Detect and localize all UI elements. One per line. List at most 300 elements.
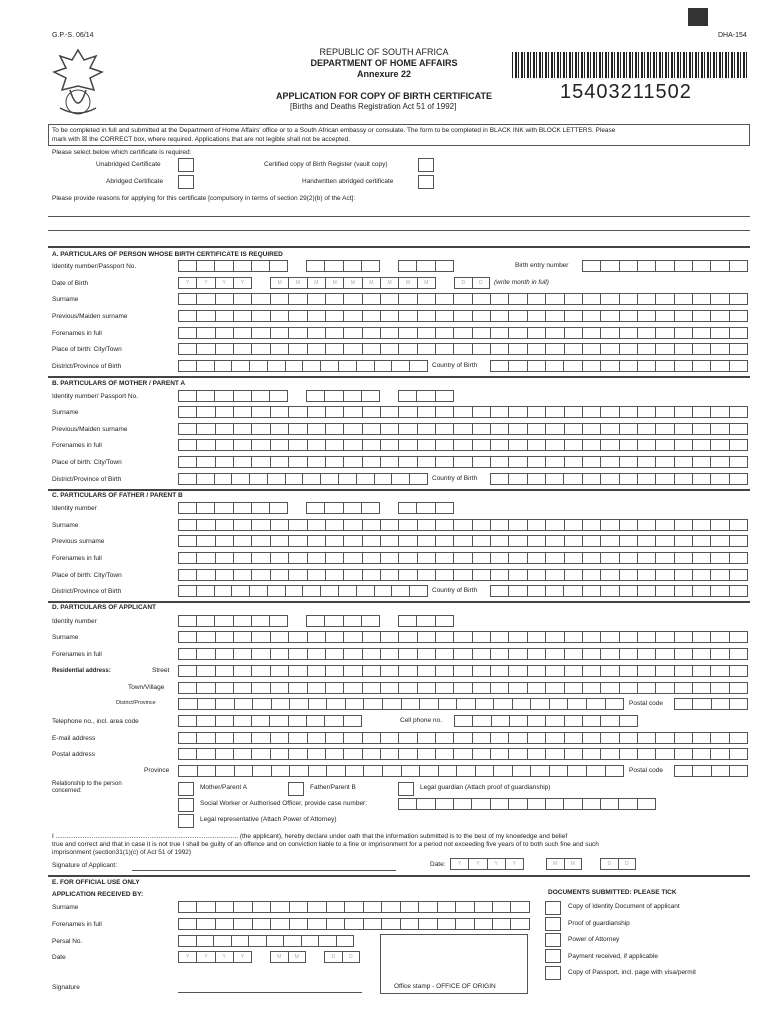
char-cell[interactable] <box>216 552 234 564</box>
char-cell[interactable] <box>656 439 674 451</box>
char-cell[interactable] <box>234 439 252 451</box>
char-cell[interactable] <box>234 648 252 660</box>
char-cell[interactable] <box>675 682 693 694</box>
char-cell[interactable]: Y <box>197 277 215 289</box>
char-cell[interactable] <box>638 665 656 677</box>
char-cell[interactable] <box>234 631 252 643</box>
char-cell[interactable] <box>179 439 197 451</box>
char-cell[interactable]: D <box>343 951 361 963</box>
char-cell[interactable] <box>693 360 711 372</box>
char-cell[interactable] <box>601 748 619 760</box>
char-cell[interactable] <box>638 732 656 744</box>
char-cell[interactable] <box>509 535 527 547</box>
char-cell[interactable] <box>546 456 564 468</box>
char-cell[interactable] <box>418 423 436 435</box>
char-cell[interactable] <box>491 439 509 451</box>
char-cell[interactable] <box>454 631 472 643</box>
char-cell[interactable] <box>326 552 344 564</box>
char-cell[interactable] <box>179 519 197 531</box>
char-cell[interactable] <box>491 631 509 643</box>
char-cell[interactable] <box>730 765 748 777</box>
char-cell[interactable] <box>381 327 399 339</box>
char-cell[interactable] <box>399 343 417 355</box>
char-cell[interactable] <box>583 327 601 339</box>
char-cell[interactable] <box>289 423 307 435</box>
char-cell[interactable] <box>528 798 546 810</box>
a-id-group-2[interactable] <box>306 260 380 272</box>
char-cell[interactable] <box>656 260 674 272</box>
b-country-input[interactable] <box>490 473 748 485</box>
b-surname-input[interactable] <box>178 406 748 418</box>
char-cell[interactable] <box>327 918 345 930</box>
a-maiden-input[interactable] <box>178 310 748 322</box>
char-cell[interactable] <box>675 732 693 744</box>
char-cell[interactable] <box>711 519 729 531</box>
char-cell[interactable] <box>216 698 235 710</box>
char-cell[interactable] <box>337 935 355 947</box>
guardian-checkbox[interactable] <box>398 782 414 796</box>
c-forenames-input[interactable] <box>178 552 748 564</box>
char-cell[interactable] <box>197 682 215 694</box>
char-cell[interactable] <box>215 615 233 627</box>
char-cell[interactable] <box>363 748 381 760</box>
char-cell[interactable] <box>252 569 270 581</box>
char-cell[interactable] <box>399 502 417 514</box>
char-cell[interactable] <box>216 406 234 418</box>
doc-id-checkbox[interactable] <box>545 901 561 915</box>
char-cell[interactable] <box>583 406 601 418</box>
char-cell[interactable] <box>271 406 289 418</box>
char-cell[interactable] <box>675 665 693 677</box>
char-cell[interactable] <box>583 682 601 694</box>
char-cell[interactable] <box>693 765 711 777</box>
char-cell[interactable] <box>410 360 428 372</box>
char-cell[interactable] <box>620 260 638 272</box>
char-cell[interactable]: M <box>565 858 583 870</box>
char-cell[interactable] <box>418 535 436 547</box>
char-cell[interactable] <box>410 473 428 485</box>
char-cell[interactable] <box>730 682 748 694</box>
char-cell[interactable] <box>197 360 215 372</box>
char-cell[interactable] <box>711 456 729 468</box>
char-cell[interactable] <box>418 406 436 418</box>
char-cell[interactable] <box>546 473 564 485</box>
char-cell[interactable] <box>179 473 197 485</box>
char-cell[interactable] <box>399 310 417 322</box>
char-cell[interactable] <box>528 732 546 744</box>
char-cell[interactable] <box>491 585 509 597</box>
char-cell[interactable] <box>565 310 583 322</box>
char-cell[interactable] <box>375 585 393 597</box>
a-dob-day[interactable] <box>454 277 490 289</box>
char-cell[interactable] <box>711 648 729 660</box>
char-cell[interactable] <box>308 406 326 418</box>
char-cell[interactable] <box>693 552 711 564</box>
char-cell[interactable] <box>197 918 215 930</box>
char-cell[interactable] <box>216 439 234 451</box>
char-cell[interactable] <box>179 918 197 930</box>
char-cell[interactable] <box>234 327 252 339</box>
char-cell[interactable] <box>491 406 509 418</box>
legal-rep-checkbox[interactable] <box>178 814 194 828</box>
char-cell[interactable] <box>528 535 546 547</box>
char-cell[interactable] <box>509 519 527 531</box>
char-cell[interactable] <box>381 631 399 643</box>
char-cell[interactable] <box>392 360 410 372</box>
char-cell[interactable] <box>234 552 252 564</box>
char-cell[interactable] <box>601 327 619 339</box>
char-cell[interactable] <box>197 665 215 677</box>
char-cell[interactable] <box>601 631 619 643</box>
char-cell[interactable] <box>308 631 326 643</box>
char-cell[interactable] <box>308 519 326 531</box>
char-cell[interactable]: M <box>344 277 362 289</box>
char-cell[interactable] <box>286 360 304 372</box>
char-cell[interactable] <box>363 682 381 694</box>
char-cell[interactable] <box>232 473 250 485</box>
char-cell[interactable] <box>252 439 270 451</box>
province-input[interactable] <box>178 765 624 777</box>
char-cell[interactable] <box>344 552 362 564</box>
d-date-day[interactable] <box>600 858 636 870</box>
char-cell[interactable] <box>436 682 454 694</box>
char-cell[interactable] <box>289 665 307 677</box>
char-cell[interactable] <box>476 765 495 777</box>
char-cell[interactable] <box>375 473 393 485</box>
char-cell[interactable] <box>638 260 656 272</box>
char-cell[interactable] <box>252 732 270 744</box>
char-cell[interactable] <box>420 698 439 710</box>
char-cell[interactable] <box>270 390 288 402</box>
char-cell[interactable] <box>308 732 326 744</box>
char-cell[interactable] <box>675 748 693 760</box>
char-cell[interactable] <box>509 552 527 564</box>
char-cell[interactable] <box>491 798 509 810</box>
char-cell[interactable] <box>587 765 606 777</box>
char-cell[interactable] <box>307 260 325 272</box>
father-checkbox[interactable] <box>288 782 304 796</box>
char-cell[interactable] <box>339 585 357 597</box>
unabridged-checkbox[interactable] <box>178 158 194 172</box>
char-cell[interactable] <box>546 585 564 597</box>
char-cell[interactable] <box>326 327 344 339</box>
char-cell[interactable] <box>234 748 252 760</box>
char-cell[interactable] <box>509 798 527 810</box>
char-cell[interactable] <box>179 406 197 418</box>
char-cell[interactable] <box>675 765 693 777</box>
char-cell[interactable] <box>620 748 638 760</box>
char-cell[interactable] <box>473 552 491 564</box>
char-cell[interactable] <box>511 901 529 913</box>
char-cell[interactable] <box>510 715 528 727</box>
char-cell[interactable] <box>362 615 380 627</box>
char-cell[interactable] <box>587 698 606 710</box>
char-cell[interactable] <box>308 343 326 355</box>
char-cell[interactable] <box>399 406 417 418</box>
char-cell[interactable] <box>638 473 656 485</box>
char-cell[interactable] <box>216 918 234 930</box>
char-cell[interactable] <box>693 569 711 581</box>
char-cell[interactable] <box>565 406 583 418</box>
char-cell[interactable] <box>601 343 619 355</box>
char-cell[interactable] <box>417 390 435 402</box>
char-cell[interactable] <box>620 473 638 485</box>
char-cell[interactable] <box>564 360 582 372</box>
char-cell[interactable] <box>436 310 454 322</box>
char-cell[interactable] <box>321 473 339 485</box>
char-cell[interactable] <box>289 343 307 355</box>
char-cell[interactable] <box>418 327 436 339</box>
char-cell[interactable] <box>730 535 748 547</box>
char-cell[interactable] <box>308 439 326 451</box>
char-cell[interactable] <box>528 406 546 418</box>
char-cell[interactable] <box>454 682 472 694</box>
char-cell[interactable] <box>271 327 289 339</box>
char-cell[interactable] <box>656 310 674 322</box>
char-cell[interactable] <box>509 310 527 322</box>
social-worker-checkbox[interactable] <box>178 798 194 812</box>
char-cell[interactable] <box>216 456 234 468</box>
char-cell[interactable] <box>363 406 381 418</box>
char-cell[interactable] <box>234 310 252 322</box>
char-cell[interactable] <box>565 293 583 305</box>
char-cell[interactable] <box>675 439 693 451</box>
char-cell[interactable] <box>179 615 197 627</box>
char-cell[interactable]: M <box>289 277 307 289</box>
char-cell[interactable] <box>326 406 344 418</box>
char-cell[interactable] <box>454 648 472 660</box>
char-cell[interactable] <box>325 260 343 272</box>
char-cell[interactable] <box>546 310 564 322</box>
char-cell[interactable] <box>234 682 252 694</box>
char-cell[interactable] <box>693 406 711 418</box>
tel-input[interactable] <box>178 715 362 727</box>
char-cell[interactable] <box>253 918 271 930</box>
char-cell[interactable]: M <box>326 277 344 289</box>
char-cell[interactable] <box>363 310 381 322</box>
char-cell[interactable] <box>381 343 399 355</box>
char-cell[interactable] <box>601 260 619 272</box>
char-cell[interactable] <box>528 665 546 677</box>
char-cell[interactable] <box>730 569 748 581</box>
char-cell[interactable]: M <box>308 277 326 289</box>
char-cell[interactable] <box>546 648 564 660</box>
char-cell[interactable] <box>454 310 472 322</box>
char-cell[interactable] <box>399 665 417 677</box>
char-cell[interactable] <box>402 765 421 777</box>
char-cell[interactable] <box>363 456 381 468</box>
char-cell[interactable] <box>418 310 436 322</box>
char-cell[interactable] <box>456 901 474 913</box>
char-cell[interactable] <box>252 648 270 660</box>
char-cell[interactable] <box>234 390 252 402</box>
char-cell[interactable] <box>656 569 674 581</box>
char-cell[interactable] <box>528 748 546 760</box>
char-cell[interactable] <box>290 918 308 930</box>
char-cell[interactable] <box>675 585 693 597</box>
a-id-group-1[interactable] <box>178 260 288 272</box>
char-cell[interactable] <box>712 698 730 710</box>
d-date-month[interactable] <box>546 858 582 870</box>
char-cell[interactable] <box>381 535 399 547</box>
char-cell[interactable] <box>491 665 509 677</box>
char-cell[interactable] <box>568 765 587 777</box>
char-cell[interactable] <box>473 519 491 531</box>
char-cell[interactable] <box>491 519 509 531</box>
char-cell[interactable] <box>436 260 454 272</box>
char-cell[interactable] <box>693 732 711 744</box>
char-cell[interactable] <box>419 918 437 930</box>
char-cell[interactable] <box>620 715 638 727</box>
char-cell[interactable] <box>528 585 546 597</box>
char-cell[interactable] <box>179 648 197 660</box>
char-cell[interactable] <box>528 569 546 581</box>
char-cell[interactable] <box>308 456 326 468</box>
char-cell[interactable] <box>509 343 527 355</box>
char-cell[interactable] <box>583 715 601 727</box>
char-cell[interactable] <box>253 901 271 913</box>
char-cell[interactable] <box>345 901 363 913</box>
char-cell[interactable] <box>197 502 215 514</box>
char-cell[interactable] <box>730 473 748 485</box>
char-cell[interactable] <box>493 901 511 913</box>
char-cell[interactable] <box>303 360 321 372</box>
char-cell[interactable] <box>656 535 674 547</box>
char-cell[interactable] <box>656 631 674 643</box>
char-cell[interactable] <box>399 327 417 339</box>
char-cell[interactable] <box>473 682 491 694</box>
char-cell[interactable] <box>364 765 383 777</box>
char-cell[interactable] <box>197 327 215 339</box>
char-cell[interactable] <box>583 748 601 760</box>
char-cell[interactable] <box>417 502 435 514</box>
char-cell[interactable] <box>620 360 638 372</box>
char-cell[interactable] <box>436 519 454 531</box>
char-cell[interactable] <box>179 935 197 947</box>
char-cell[interactable] <box>252 343 270 355</box>
char-cell[interactable]: M <box>289 951 307 963</box>
char-cell[interactable] <box>234 665 252 677</box>
char-cell[interactable] <box>214 935 232 947</box>
char-cell[interactable] <box>693 456 711 468</box>
c-prev-surname-input[interactable] <box>178 535 748 547</box>
char-cell[interactable] <box>693 260 711 272</box>
reasons-line-1[interactable] <box>48 216 750 217</box>
char-cell[interactable] <box>253 698 272 710</box>
char-cell[interactable] <box>197 631 215 643</box>
char-cell[interactable] <box>344 439 362 451</box>
char-cell[interactable] <box>252 390 270 402</box>
char-cell[interactable] <box>179 343 197 355</box>
char-cell[interactable] <box>271 901 289 913</box>
char-cell[interactable] <box>271 535 289 547</box>
char-cell[interactable] <box>509 439 527 451</box>
char-cell[interactable] <box>656 552 674 564</box>
district-input[interactable] <box>178 698 624 710</box>
char-cell[interactable] <box>289 406 307 418</box>
c-country-input[interactable] <box>490 585 748 597</box>
char-cell[interactable] <box>399 390 417 402</box>
c-district-input[interactable] <box>178 585 428 597</box>
e-date-month[interactable] <box>270 951 306 963</box>
char-cell[interactable] <box>252 406 270 418</box>
char-cell[interactable] <box>326 519 344 531</box>
char-cell[interactable] <box>344 310 362 322</box>
char-cell[interactable] <box>711 552 729 564</box>
char-cell[interactable] <box>399 732 417 744</box>
a-id-group-3[interactable] <box>398 260 454 272</box>
char-cell[interactable] <box>473 293 491 305</box>
char-cell[interactable] <box>473 732 491 744</box>
char-cell[interactable] <box>289 748 307 760</box>
char-cell[interactable] <box>601 665 619 677</box>
char-cell[interactable] <box>289 648 307 660</box>
char-cell[interactable] <box>339 473 357 485</box>
char-cell[interactable] <box>198 698 217 710</box>
char-cell[interactable] <box>216 293 234 305</box>
char-cell[interactable] <box>693 631 711 643</box>
char-cell[interactable] <box>381 423 399 435</box>
postal-input-1[interactable] <box>178 748 748 760</box>
char-cell[interactable] <box>252 665 270 677</box>
char-cell[interactable] <box>583 439 601 451</box>
char-cell[interactable] <box>730 456 748 468</box>
char-cell[interactable] <box>418 343 436 355</box>
e-date-year[interactable] <box>178 951 252 963</box>
char-cell[interactable] <box>509 327 527 339</box>
char-cell[interactable] <box>711 360 729 372</box>
abridged-checkbox[interactable] <box>178 175 194 189</box>
char-cell[interactable] <box>457 765 476 777</box>
char-cell[interactable] <box>454 423 472 435</box>
char-cell[interactable] <box>363 665 381 677</box>
char-cell[interactable] <box>601 732 619 744</box>
char-cell[interactable] <box>693 682 711 694</box>
char-cell[interactable] <box>215 502 233 514</box>
char-cell[interactable] <box>476 698 495 710</box>
char-cell[interactable] <box>656 343 674 355</box>
char-cell[interactable] <box>601 535 619 547</box>
char-cell[interactable] <box>601 473 619 485</box>
char-cell[interactable] <box>381 569 399 581</box>
char-cell[interactable] <box>454 519 472 531</box>
char-cell[interactable] <box>711 682 729 694</box>
char-cell[interactable] <box>546 343 564 355</box>
char-cell[interactable] <box>363 569 381 581</box>
char-cell[interactable] <box>197 439 215 451</box>
char-cell[interactable]: M <box>547 858 565 870</box>
char-cell[interactable]: D <box>601 858 619 870</box>
char-cell[interactable] <box>730 748 748 760</box>
char-cell[interactable] <box>656 327 674 339</box>
char-cell[interactable] <box>179 552 197 564</box>
char-cell[interactable] <box>383 698 402 710</box>
char-cell[interactable] <box>436 456 454 468</box>
char-cell[interactable] <box>399 569 417 581</box>
char-cell[interactable] <box>711 535 729 547</box>
char-cell[interactable] <box>307 502 325 514</box>
char-cell[interactable] <box>399 631 417 643</box>
e-forenames-input[interactable] <box>178 918 530 930</box>
char-cell[interactable] <box>693 748 711 760</box>
char-cell[interactable] <box>363 631 381 643</box>
char-cell[interactable] <box>513 765 532 777</box>
char-cell[interactable]: Y <box>234 277 252 289</box>
char-cell[interactable] <box>418 748 436 760</box>
char-cell[interactable] <box>216 631 234 643</box>
char-cell[interactable] <box>197 519 215 531</box>
char-cell[interactable]: Y <box>488 858 506 870</box>
